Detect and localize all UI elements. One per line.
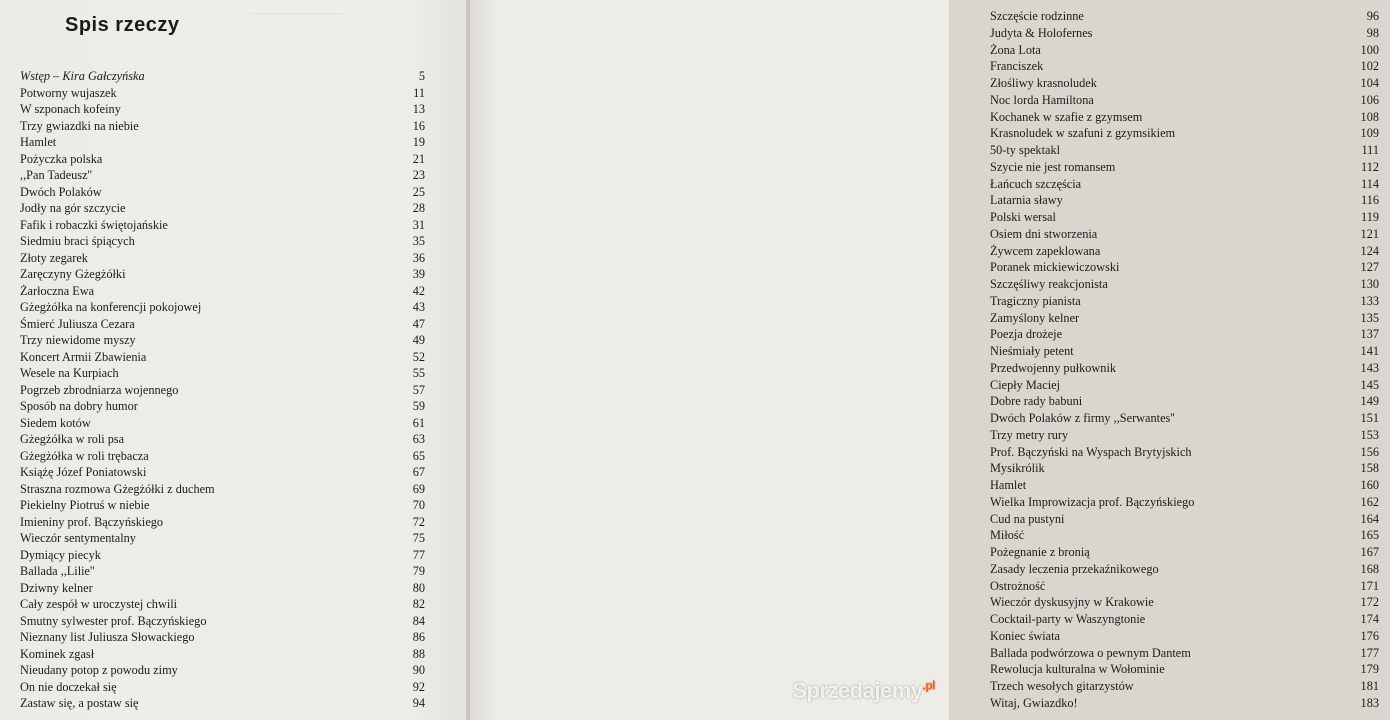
toc-entry-title: Dwóch Polaków z firmy ,,Serwantes'' — [990, 411, 1175, 425]
toc-entry-page-number: 124 — [1360, 243, 1379, 258]
toc-entry-title: Kochanek w szafie z gzymsem — [990, 109, 1143, 124]
toc-entry-page-number: 70 — [412, 498, 425, 512]
toc-entry-title: Mysikrólik — [990, 461, 1045, 476]
toc-entry-page-number: 116 — [1361, 193, 1379, 208]
toc-entry-page-number: 106 — [1360, 92, 1379, 107]
toc-entry-page-number: 164 — [1360, 511, 1379, 526]
toc-entry-title: Noc lorda Hamiltona — [990, 92, 1094, 107]
toc-entry-page-number: 168 — [1360, 561, 1379, 576]
toc-entry-page-number: 39 — [412, 267, 425, 281]
toc-entry-title: Tragiczny pianista — [990, 293, 1081, 308]
toc-entry-page-number: 25 — [412, 184, 425, 199]
toc-entry-title: Żona Lota — [990, 42, 1041, 57]
toc-entry-page-number: 137 — [1360, 327, 1379, 342]
toc-entry-page-number: 11 — [413, 85, 425, 100]
toc-entry-title: Siedem kotów — [20, 415, 91, 430]
toc-entry-page-number: 153 — [1360, 427, 1379, 442]
toc-entry-title: Franciszek — [990, 59, 1044, 74]
toc-entry-page-number: 61 — [412, 415, 425, 430]
toc-entry-page-number: 57 — [412, 382, 425, 397]
toc-entry-page-number: 135 — [1360, 310, 1379, 325]
toc-entry-title: Krasnoludek w szafuni z gzymsikiem — [990, 126, 1176, 141]
toc-entry-title: Prof. Bączyński na Wyspach Brytyjskich — [990, 444, 1192, 459]
toc-entry-page-number: 104 — [1360, 76, 1379, 90]
toc-entry-title: W szponach kofeiny — [20, 102, 121, 116]
toc-entry-page-number: 174 — [1360, 612, 1379, 626]
toc-entry-title: Wstęp – Kira Gałczyńska — [20, 69, 145, 83]
toc-entry-page-number: 31 — [412, 217, 425, 232]
toc-entry-page-number: 145 — [1360, 377, 1379, 392]
toc-entry-title: Dobre rady babuni — [990, 394, 1083, 409]
toc-entry-title: Ballada podwórzowa o pewnym Dantem — [990, 645, 1191, 660]
toc-entry-page-number: 42 — [412, 283, 425, 298]
toc-entry-page-number: 82 — [412, 597, 425, 611]
toc-entry-title: Judyta & Holofernes — [990, 25, 1093, 40]
toc-entry-page-number: 72 — [412, 514, 425, 529]
toc-entry-title: Hamlet — [20, 135, 57, 149]
toc-entry-page-number: 133 — [1360, 293, 1379, 308]
toc-entry-title: On nie doczekał się — [20, 679, 117, 694]
toc-entry-page-number: 158 — [1360, 461, 1379, 476]
toc-entry-title: Kominek zgasł — [20, 646, 95, 661]
toc-entry-title: Rewolucja kulturalna w Wołominie — [990, 662, 1165, 677]
toc-entry-page-number: 111 — [1361, 143, 1379, 157]
toc-entry-title: Koncert Armii Zbawienia — [20, 349, 147, 364]
toc-entry-page-number: 79 — [412, 564, 425, 578]
toc-entry-page-number: 16 — [412, 118, 425, 133]
toc-entry-page-number: 52 — [412, 349, 425, 364]
toc-entry-title: Szczęśliwy reakcjonista — [990, 277, 1108, 291]
toc-entry-page-number: 5 — [418, 69, 425, 83]
toc-entry-page-number: 121 — [1360, 226, 1379, 241]
toc-entry-title: Gżegżółka w roli psa — [20, 432, 125, 446]
toc-entry-page-number: 28 — [412, 201, 425, 215]
bleed-through-text: ──────────── — [250, 8, 344, 20]
toc-entry-page-number: 88 — [412, 646, 425, 661]
toc-entry-title: Dziwny kelner — [20, 580, 93, 595]
toc-entry-title: Pożyczka polska — [20, 151, 103, 166]
toc-entry-page-number: 171 — [1360, 578, 1379, 593]
toc-entry-title: Nieśmiały petent — [990, 344, 1074, 358]
toc-entry-page-number: 13 — [412, 102, 425, 116]
toc-entry-title: Cud na pustyni — [990, 511, 1065, 526]
toc-entry-title: Sposób na dobry humor — [20, 399, 138, 413]
toc-entry-page-number: 49 — [412, 333, 425, 347]
toc-entry-title: Koniec świata — [990, 628, 1060, 643]
toc-entry-title: Siedmiu braci śpiących — [20, 234, 135, 248]
toc-entry-title: Hamlet — [990, 478, 1027, 492]
toc-entry-page-number: 65 — [412, 448, 425, 463]
toc-entry-title: Wielka Improwizacja prof. Bączyńskiego — [990, 494, 1195, 509]
toc-entry-page-number: 21 — [412, 151, 425, 166]
toc-entry-page-number: 109 — [1360, 126, 1379, 141]
toc-entry-title: Żywcem zapeklowana — [990, 243, 1101, 258]
toc-entry-title: Cocktail-party w Waszyngtonie — [990, 612, 1146, 626]
toc-entry-page-number: 90 — [412, 663, 425, 677]
toc-entry-page-number: 114 — [1361, 176, 1379, 191]
toc-entry-title: Witaj, Gwiazdko! — [990, 695, 1078, 710]
toc-entry-page-number: 98 — [1366, 25, 1379, 40]
toc-entry-title: Nieudany potop z powodu zimy — [20, 663, 178, 677]
toc-entry-page-number: 63 — [412, 432, 425, 446]
toc-entry-title: Pogrzeb zbrodniarza wojennego — [20, 382, 179, 397]
toc-entry-page-number: 167 — [1360, 545, 1379, 559]
page-title: Spis rzeczy — [65, 14, 180, 36]
toc-entry-page-number: 80 — [412, 580, 425, 595]
toc-entry-page-number: 165 — [1360, 528, 1379, 543]
toc-entry-title: Ciepły Maciej — [990, 377, 1061, 392]
toc-entry-title: Śmierć Juliusza Cezara — [20, 316, 135, 331]
right-page — [470, 0, 1379, 720]
toc-entry-page-number: 100 — [1360, 42, 1379, 57]
toc-entry-page-number: 183 — [1360, 695, 1379, 710]
toc-entry-title: Szycie nie jest romansem — [990, 159, 1116, 174]
toc-entry-title: Gżegżółka w roli trębacza — [20, 448, 149, 463]
toc-entry-title: Wieczór sentymentalny — [20, 531, 136, 545]
toc-entry-page-number: 43 — [412, 300, 425, 314]
toc-entry-title: Ostrożność — [990, 578, 1046, 593]
watermark-logo: Sprzedajemy$^{.pl}$ — [792, 678, 935, 703]
toc-entry-page-number: 149 — [1360, 394, 1379, 409]
toc-entry-title: Trzy gwiazdki na niebie — [20, 118, 139, 133]
toc-entry-page-number: 108 — [1360, 109, 1379, 124]
toc-entry-title: Cały zespół w uroczystej chwili — [20, 597, 178, 611]
toc-entry-page-number: 36 — [412, 250, 425, 265]
toc-entry-page-number: 143 — [1360, 360, 1379, 375]
toc-entry-page-number: 75 — [412, 531, 425, 545]
toc-entry-page-number: 35 — [412, 234, 425, 248]
toc-entry-title: Zamyślony kelner — [990, 310, 1080, 325]
toc-entry-title: Przedwojenny pułkownik — [990, 360, 1117, 375]
toc-entry-title: Ballada ,,Lilie'' — [20, 564, 95, 578]
toc-entry-title: Szczęście rodzinne — [990, 9, 1084, 23]
toc-entry-title: Fafik i robaczki świętojańskie — [20, 217, 168, 232]
toc-entry-page-number: 176 — [1360, 628, 1379, 643]
toc-entry-title: Polski wersal — [990, 210, 1056, 224]
toc-entry-page-number: 172 — [1360, 595, 1379, 610]
toc-entry-page-number: 59 — [412, 399, 425, 413]
toc-entry-title: Trzech wesołych gitarzystów — [990, 679, 1134, 693]
toc-entry-title: Imieniny prof. Bączyńskiego — [20, 514, 164, 529]
toc-entry-page-number: 86 — [412, 630, 425, 644]
toc-entry-title: Złoty zegarek — [20, 250, 88, 265]
toc-entry-page-number: 160 — [1360, 478, 1379, 492]
toc-entry-title: Książę Józef Poniatowski — [20, 465, 147, 479]
toc-entry-title: Miłość — [990, 528, 1025, 543]
toc-entry-page-number: 94 — [412, 696, 425, 710]
left-page — [0, 0, 468, 720]
toc-entry-page-number: 77 — [412, 547, 425, 562]
toc-entry-page-number: 19 — [412, 135, 425, 149]
toc-entry-page-number: 55 — [412, 366, 425, 380]
toc-entry-title: Dwóch Polaków — [20, 184, 102, 199]
toc-entry-page-number: 47 — [412, 316, 425, 331]
toc-entry-title: Zastaw się, a postaw się — [20, 696, 139, 710]
toc-entry-title: Złośliwy krasnoludek — [990, 76, 1097, 90]
toc-entry-page-number: 177 — [1360, 645, 1379, 660]
toc-entry-title: Poranek mickiewiczowski — [990, 260, 1120, 275]
toc-entry-title: Latarnia sławy — [990, 193, 1063, 208]
toc-entry-title: Piekielny Piotruś w niebie — [20, 498, 150, 512]
toc-entry-title: Jodły na gór szczycie — [20, 201, 126, 215]
toc-entry-title: 50-ty spektakl — [990, 143, 1061, 157]
toc-entry-title: Osiem dni stworzenia — [990, 226, 1098, 241]
toc-entry-page-number: 179 — [1360, 662, 1379, 677]
toc-entry-title: Łańcuch szczęścia — [990, 176, 1082, 191]
toc-entry-title: Nieznany list Juliusza Słowackiego — [20, 630, 195, 644]
toc-entry-title: Trzy niewidome myszy — [20, 333, 136, 347]
toc-entry-page-number: 84 — [412, 613, 425, 628]
toc-entry-page-number: 96 — [1366, 9, 1379, 23]
toc-entry-page-number: 67 — [412, 465, 425, 479]
toc-entry-title: Dymiący piecyk — [20, 547, 101, 562]
toc-entry-page-number: 23 — [412, 168, 425, 182]
toc-entry-title: ,,Pan Tadeusz'' — [20, 168, 92, 182]
toc-entry-title: Wesele na Kurpiach — [20, 366, 119, 380]
toc-entry-title: Straszna rozmowa Gżegżółki z duchem — [20, 481, 215, 496]
toc-entry-page-number: 102 — [1360, 59, 1379, 74]
toc-entry-page-number: 130 — [1360, 277, 1379, 291]
toc-entry-page-number: 162 — [1360, 494, 1379, 509]
toc-entry-page-number: 119 — [1361, 210, 1379, 224]
toc-entry-title: Żarłoczna Ewa — [20, 283, 95, 298]
toc-entry-title: Gżegżółka na konferencji pokojowej — [20, 300, 202, 314]
toc-entry-title: Zaręczyny Gżegżółki — [20, 267, 126, 281]
toc-entry-page-number: 141 — [1360, 344, 1379, 358]
toc-entry-page-number: 92 — [412, 679, 425, 694]
toc-entry-title: Wieczór dyskusyjny w Krakowie — [990, 595, 1154, 610]
toc-entry-page-number: 156 — [1360, 444, 1379, 459]
toc-entry-page-number: 112 — [1361, 159, 1379, 174]
toc-entry-title: Pożegnanie z bronią — [990, 545, 1090, 559]
toc-entry-title: Smutny sylwester prof. Bączyńskiego — [20, 613, 207, 628]
toc-entry-page-number: 69 — [412, 481, 425, 496]
toc-entry-title: Poezja drożeje — [990, 327, 1063, 342]
toc-entry-title: Zasady leczenia przekaźnikowego — [990, 561, 1159, 576]
toc-entry-title: Trzy metry rury — [990, 427, 1069, 442]
toc-entry-page-number: 181 — [1360, 679, 1379, 693]
toc-entry-page-number: 127 — [1360, 260, 1379, 275]
toc-entry-title: Potworny wujaszek — [20, 85, 117, 100]
toc-entry-page-number: 151 — [1360, 411, 1379, 425]
